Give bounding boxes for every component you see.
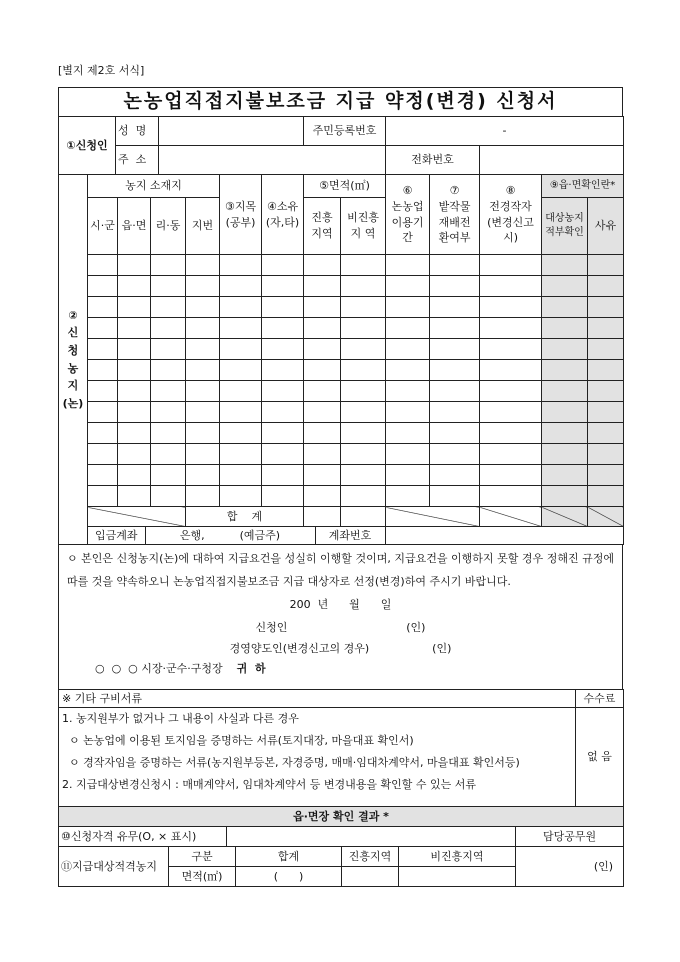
farmland-cell[interactable] [88,276,118,297]
farmland-cell[interactable] [262,465,304,486]
farmland-cell[interactable] [118,402,151,423]
farmland-cell[interactable] [386,255,430,276]
farmland-cell[interactable] [430,297,480,318]
farmland-cell[interactable] [386,402,430,423]
farmland-cell[interactable] [88,465,118,486]
farmland-cell[interactable] [262,297,304,318]
farmland-cell[interactable] [186,381,220,402]
col6-label: 논농업 이용기 간 [391,199,424,245]
farmland-cell[interactable] [186,255,220,276]
farmland-cell[interactable] [480,381,542,402]
total-non-promotion-area[interactable] [341,507,386,527]
farmland-cell[interactable] [341,402,386,423]
si-gun-header: 시·군 [88,198,118,255]
farmland-cell[interactable] [386,444,430,465]
farmland-cell[interactable] [341,486,386,507]
farmland-cell[interactable] [262,360,304,381]
farmland-cell[interactable] [430,465,480,486]
farmland-cell[interactable] [151,402,186,423]
farmland-cell[interactable] [386,339,430,360]
farmland-cell[interactable] [151,255,186,276]
farmland-cell[interactable] [118,444,151,465]
application-form [58,88,623,887]
farmland-section-label-line: 신 [67,326,79,340]
date-line: 200 년 월 일 [289,598,392,611]
farmland-cell[interactable] [304,318,341,339]
promotion-label: 진흥지역 [342,847,399,867]
farmland-cell[interactable] [262,255,304,276]
farmland-cell[interactable] [118,276,151,297]
farmland-cell[interactable] [118,297,151,318]
statement-table [58,544,623,690]
farmland-cell[interactable] [118,339,151,360]
farmland-cell[interactable] [304,486,341,507]
farmland-cell[interactable] [186,402,220,423]
farmland-row [59,318,624,339]
col8-label: 전경작자 (변경신고 시) [487,199,534,245]
farmland-cell[interactable] [304,360,341,381]
farmland-cell[interactable] [386,486,430,507]
farmland-cell[interactable] [430,255,480,276]
document-item: ㅇ 논농업에 이용된 토지임을 증명하는 서류(토지대장, 마을대표 확인서) [62,734,414,747]
farmland-row [59,276,624,297]
farmland-cell[interactable] [341,255,386,276]
farmland-row [59,423,624,444]
account-cell [88,527,624,545]
farmland-cell[interactable] [118,318,151,339]
farmland-cell[interactable] [588,423,624,444]
farmland-cell[interactable] [480,465,542,486]
bank-field[interactable]: 은행, (예금주) [145,527,315,544]
farmland-cell[interactable] [88,381,118,402]
promotion-area-header: 진흥 지역 [304,198,341,255]
farmland-cell[interactable] [341,423,386,444]
farmland-cell[interactable] [480,402,542,423]
farmland-cell[interactable] [220,423,262,444]
farmland-cell[interactable] [262,339,304,360]
farmland-cell[interactable] [304,444,341,465]
farmland-cell[interactable] [588,255,624,276]
farmland-cell[interactable] [186,465,220,486]
statement-cell [59,545,623,690]
area-label: 면적(㎡) [169,867,236,887]
farmland-cell[interactable] [588,381,624,402]
farmland-cell[interactable] [186,339,220,360]
col6-number: ⑥ [402,183,413,197]
jibun-header: 지번 [186,198,220,255]
farmland-cell[interactable] [220,402,262,423]
farmland-cell[interactable] [542,486,588,507]
ri-dong-header: 리·동 [151,198,186,255]
farmland-cell[interactable] [542,402,588,423]
name-field[interactable] [159,117,304,146]
id-number-field[interactable]: - [386,117,624,146]
account-table [88,527,623,544]
account-row [59,527,624,545]
farmland-cell[interactable] [542,381,588,402]
usage-period-header [386,175,430,255]
farmland-cell[interactable] [220,486,262,507]
qualification-label: ⑩신청자격 유무(O, × 표시) [59,827,227,847]
farmland-cell[interactable] [220,339,262,360]
farmland-section-label-line: 농 [67,361,79,375]
farmland-cell[interactable] [220,381,262,402]
phone-label: 전화번호 [386,146,480,175]
farmland-cell[interactable] [262,444,304,465]
crop-conversion-header [430,175,480,255]
form-title: 논농업직접지불보조금 지급 약정(변경) 신청서 [59,88,623,117]
col7-number: ⑦ [449,183,460,197]
farmland-cell[interactable] [588,486,624,507]
name-label: 성 명 [116,117,159,146]
total-label: 합 계 [186,507,304,527]
farmland-cell[interactable] [262,276,304,297]
farmland-row [59,360,624,381]
applicant-section-label: ①신청인 [59,117,116,175]
diagonal-cell [386,507,480,527]
address-label: 주 소 [116,146,159,175]
farmland-cell[interactable] [430,381,480,402]
farmland-cell[interactable] [88,444,118,465]
title-table [58,87,623,117]
category-label: 구분 [169,847,236,867]
suitability-header: 대상농지 적부확인 [542,198,588,255]
farmland-cell[interactable] [118,381,151,402]
farmland-cell[interactable] [304,465,341,486]
form-number: [별지 제2호 서식] [58,64,145,77]
farmland-cell[interactable] [88,318,118,339]
addressee: ○ ○ ○ 시장·군수·구청장 [95,662,223,675]
farmland-cell[interactable] [430,444,480,465]
diagonal-cell [88,507,186,527]
farmland-cell[interactable] [88,255,118,276]
farmland-cell[interactable] [480,255,542,276]
farmland-row [59,402,624,423]
farmland-cell[interactable] [151,339,186,360]
officer-label: 담당공무원 [516,827,624,847]
farmland-cell[interactable] [480,360,542,381]
farmland-cell[interactable] [304,381,341,402]
farmland-cell[interactable] [151,465,186,486]
farmland-cell[interactable] [220,276,262,297]
farmland-section-label [59,175,88,545]
statement-text: ㅇ 본인은 신청농지(논)에 대하여 지급요건을 성실히 이행할 것이며, 지급요건을 이행하지 못할 경우 정해진 규정에 따를 것을 약속하오니 논농업직접지불보조금 지급 대상자로 선정(변경)하여 주시기 바랍니다. [67,552,614,588]
farmland-cell[interactable] [88,486,118,507]
farmland-cell[interactable] [542,360,588,381]
farmland-cell[interactable] [186,297,220,318]
document-item: 1. 농지원부가 없거나 그 내용이 사실과 다른 경우 [62,712,299,725]
non-promotion-area-field[interactable] [399,867,516,887]
farmland-cell[interactable] [386,297,430,318]
result-table [58,806,624,887]
farmland-cell[interactable] [341,360,386,381]
farmland-cell[interactable] [151,276,186,297]
total-promotion-area[interactable] [304,507,341,527]
confirmation-header: ⑨읍·면확인란* [542,175,624,198]
qualification-field[interactable] [227,827,516,847]
account-number-field[interactable] [385,527,623,544]
result-header: 읍·면장 확인 결과 * [59,807,624,827]
farmland-cell[interactable] [341,465,386,486]
farmland-cell[interactable] [118,360,151,381]
farmland-cell[interactable] [118,423,151,444]
farmland-cell[interactable] [480,276,542,297]
farmland-cell[interactable] [588,297,624,318]
farmland-cell[interactable] [542,255,588,276]
farmland-cell[interactable] [588,360,624,381]
farmland-cell[interactable] [386,465,430,486]
farmland-cell[interactable] [88,297,118,318]
farmland-cell[interactable] [542,465,588,486]
farmland-cell[interactable] [186,486,220,507]
total-area-field[interactable]: ( ) [236,867,342,887]
phone-field[interactable] [480,146,624,175]
farmland-cell[interactable] [341,318,386,339]
farmland-table [58,174,624,545]
promotion-area-field[interactable] [342,867,399,887]
farmland-cell[interactable] [430,276,480,297]
farmland-cell[interactable] [430,486,480,507]
farmland-cell[interactable] [304,339,341,360]
farmland-cell[interactable] [186,276,220,297]
diagonal-cell [480,507,542,527]
diagonal-cell [588,507,624,527]
farmland-cell[interactable] [262,402,304,423]
farmland-section-label-line: (논) [62,396,84,410]
farmland-cell[interactable] [542,423,588,444]
col7-label: 밭작물 재배전 환여부 [438,199,471,245]
farmland-section-label-line: 지 [67,379,79,393]
farmland-cell[interactable] [386,423,430,444]
farmland-cell[interactable] [542,339,588,360]
ownership-header: ④소유 (자,타) [262,175,304,255]
address-field[interactable] [159,146,386,175]
farmland-cell[interactable] [588,339,624,360]
farmland-cell[interactable] [542,318,588,339]
farmland-row [59,381,624,402]
farmland-cell[interactable] [220,465,262,486]
farmland-cell[interactable] [430,423,480,444]
col8-number: ⑧ [505,183,516,197]
farmland-cell[interactable] [220,318,262,339]
transferor-signature[interactable]: 경영양도인(변경신고의 경우) (인) [229,642,452,655]
farmland-cell[interactable] [430,360,480,381]
farmland-cell[interactable] [480,318,542,339]
farmland-cell[interactable] [262,381,304,402]
farmland-cell[interactable] [186,360,220,381]
farmland-row [59,339,624,360]
farmland-cell[interactable] [386,276,430,297]
eligible-farmland-label: ⑪지급대상적격농지 [59,847,169,887]
farmland-cell[interactable] [118,465,151,486]
applicant-signature[interactable]: 신청인 (인) [255,621,426,634]
fee-value: 없 음 [576,708,624,807]
farmland-section-label-line: ② [68,308,78,322]
farmland-cell[interactable] [151,486,186,507]
farmland-cell[interactable] [151,318,186,339]
farmland-section-label-line: 청 [67,343,79,357]
eup-myeon-header: 읍·면 [118,198,151,255]
farmland-cell[interactable] [542,444,588,465]
farmland-cell[interactable] [588,402,624,423]
officer-seal[interactable]: (인) [516,847,624,887]
farmland-cell[interactable] [262,423,304,444]
farmland-cell[interactable] [151,360,186,381]
farmland-cell[interactable] [480,486,542,507]
non-promotion-area-header: 비진흥 지 역 [341,198,386,255]
farmland-cell[interactable] [341,381,386,402]
farmland-cell[interactable] [262,318,304,339]
farmland-cell[interactable] [341,297,386,318]
farmland-cell[interactable] [220,297,262,318]
farmland-cell[interactable] [220,255,262,276]
jimok-header: ③지목 (공부) [220,175,262,255]
document-item: 2. 지급대상변경신청시 : 매매계약서, 임대차계약서 등 변경내용을 확인할 수 있는 서류 [62,778,476,791]
farmland-cell[interactable] [186,318,220,339]
farmland-cell[interactable] [430,402,480,423]
farmland-cell[interactable] [341,444,386,465]
farmland-cell[interactable] [88,339,118,360]
applicant-table [58,116,624,175]
farmland-cell[interactable] [304,423,341,444]
farmland-row [59,444,624,465]
total-row [59,507,624,527]
farmland-cell[interactable] [386,381,430,402]
farmland-row [59,486,624,507]
farmland-cell[interactable] [151,444,186,465]
farmland-cell[interactable] [588,318,624,339]
id-number-label: 주민등록번호 [304,117,386,146]
farmland-cell[interactable] [480,444,542,465]
farmland-cell[interactable] [88,360,118,381]
previous-farmer-header [480,175,542,255]
total-label: 합계 [236,847,342,867]
farmland-cell[interactable] [386,360,430,381]
farmland-cell[interactable] [588,444,624,465]
farmland-cell[interactable] [262,486,304,507]
honorific: 귀 하 [236,662,266,675]
documents-list [59,708,576,807]
farmland-cell[interactable] [588,276,624,297]
reason-header: 사유 [588,198,624,255]
location-header: 농지 소재지 [88,175,220,198]
farmland-cell[interactable] [88,423,118,444]
document-item: ㅇ 경작자임을 증명하는 서류(농지원부등본, 자경증명, 매매·임대차계약서, 마을대표 확인서등) [62,756,520,769]
farmland-row [59,465,624,486]
account-label: 입금계좌 [88,527,145,544]
farmland-cell[interactable] [220,360,262,381]
farmland-cell[interactable] [430,318,480,339]
farmland-cell[interactable] [304,276,341,297]
farmland-row [59,255,624,276]
farmland-cell[interactable] [341,276,386,297]
farmland-cell[interactable] [304,255,341,276]
documents-table [58,689,624,807]
farmland-cell[interactable] [151,423,186,444]
fee-label: 수수료 [576,690,624,708]
farmland-cell[interactable] [480,423,542,444]
area-header: ⑤면적(㎡) [304,175,386,198]
farmland-row [59,297,624,318]
farmland-cell[interactable] [151,297,186,318]
non-promotion-label: 비진흥지역 [399,847,516,867]
farmland-cell[interactable] [341,339,386,360]
farmland-cell[interactable] [542,297,588,318]
farmland-cell[interactable] [151,381,186,402]
farmland-cell[interactable] [220,444,262,465]
farmland-cell[interactable] [480,297,542,318]
farmland-cell[interactable] [588,465,624,486]
farmland-cell[interactable] [542,276,588,297]
farmland-cell[interactable] [186,444,220,465]
farmland-cell[interactable] [480,339,542,360]
documents-header: ※ 기타 구비서류 [59,690,576,708]
account-number-label: 계좌번호 [315,527,385,544]
farmland-cell[interactable] [118,486,151,507]
diagonal-cell [542,507,588,527]
farmland-cell[interactable] [430,339,480,360]
farmland-cell[interactable] [118,255,151,276]
farmland-cell[interactable] [186,423,220,444]
farmland-cell[interactable] [304,402,341,423]
farmland-cell[interactable] [88,402,118,423]
farmland-cell[interactable] [386,318,430,339]
farmland-cell[interactable] [304,297,341,318]
